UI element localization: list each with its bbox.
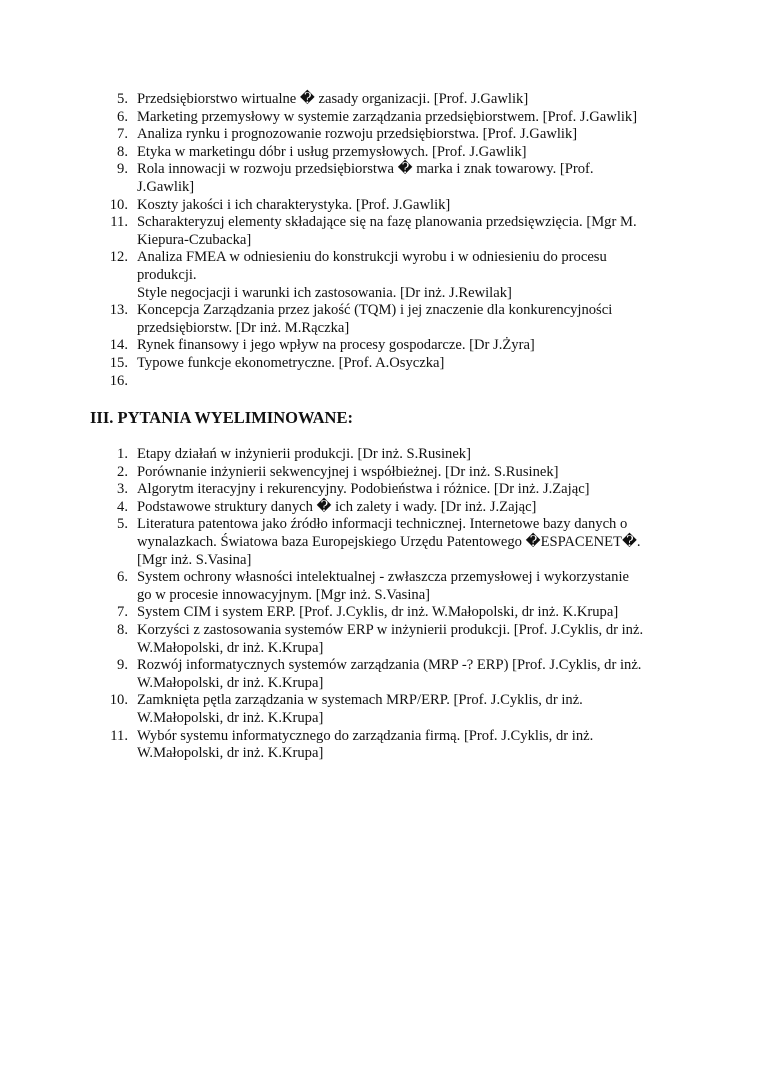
list-item-text-line: Zamknięta pętla zarządzania w systemach MRP/ERP. [Prof. J.Cyklis, dr inż.	[137, 692, 583, 709]
list-item-text-line: Analiza rynku i prognozowanie rozwoju przedsiębiorstwa. [Prof. J.Gawlik]	[137, 126, 578, 143]
list-item-number: 11.	[110, 727, 128, 744]
list-item-text-line: wynalazkach. Światowa baza Europejskiego Urzędu Patentowego �ESPACENET�.	[137, 533, 641, 550]
list-item-number: 10.	[109, 196, 128, 213]
list-item-text-line: System ochrony własności intelektualnej - zwłaszcza przemysłowej i wykorzystanie	[137, 569, 629, 586]
list-item-number: 7.	[117, 126, 128, 143]
list-item	[0, 692, 760, 727]
list-item	[0, 144, 760, 162]
list-item-text-line: J.Gawlik]	[137, 178, 195, 195]
list-item-text-line: [Mgr inż. S.Vasina]	[137, 551, 252, 568]
list-item-text-line: System CIM i system ERP. [Prof. J.Cyklis, dr inż. W.Małopolski, dr inż. K.Krupa]	[137, 604, 619, 621]
list-item	[0, 657, 760, 692]
list-item-number: 3.	[117, 481, 128, 498]
list-item-number: 5.	[117, 91, 128, 107]
list-item	[0, 91, 760, 109]
list-item-number: 5.	[117, 516, 128, 533]
list-item-text-line: Algorytm iteracyjny i rekurencyjny. Podobieństwa i różnice. [Dr inż. J.Zając]	[137, 481, 590, 498]
list-item-number: 9.	[117, 657, 128, 674]
eliminated-questions-list	[0, 446, 760, 763]
list-item	[0, 622, 760, 657]
list-item	[0, 481, 760, 499]
list-item	[0, 569, 760, 604]
list-item	[0, 109, 760, 127]
list-item-text-line: go w procesie innowacyjnym. [Mgr inż. S.Vasina]	[137, 586, 431, 603]
list-item-number: 15.	[109, 354, 128, 371]
list-item	[0, 197, 760, 215]
list-item-number: 14.	[109, 337, 128, 354]
list-item	[0, 355, 760, 373]
list-item-text-line: Literatura patentowa jako źródło informacji technicznej. Internetowe bazy danych o	[137, 516, 628, 533]
list-item	[0, 249, 760, 302]
list-item	[0, 464, 760, 482]
list-item	[0, 161, 760, 196]
list-item-text-line: Typowe funkcje ekonometryczne. [Prof. A.Osyczka]	[137, 354, 445, 371]
list-item-text-line: Marketing przemysłowy w systemie zarządzania przedsiębiorstwem. [Prof. J.Gawlik]	[137, 108, 638, 125]
list-item-number: 7.	[117, 604, 128, 621]
list-item-number: 4.	[117, 498, 128, 515]
list-item	[0, 373, 760, 391]
list-item-text-line	[137, 373, 680, 391]
list-item-text-line: Analiza FMEA w odniesieniu do konstrukcji wyrobu i w odniesieniu do procesu	[137, 249, 607, 266]
list-item-number: 13.	[109, 302, 128, 319]
list-item-text-line: W.Małopolski, dr inż. K.Krupa]	[137, 745, 324, 762]
list-item-number: 12.	[109, 249, 128, 266]
list-item-number: 6.	[117, 569, 128, 586]
list-item-number: 6.	[117, 108, 128, 125]
list-item-number: 8.	[117, 143, 128, 160]
list-item-text-line: Scharakteryzuj elementy składające się na fazę planowania przedsięwzięcia. [Mgr M.	[137, 214, 637, 231]
list-item-text-line: Rynek finansowy i jego wpływ na procesy gospodarcze. [Dr J.Żyra]	[137, 337, 535, 354]
list-item-number: 8.	[117, 621, 128, 638]
list-item-text-line: Podstawowe struktury danych � ich zalety i wady. [Dr inż. J.Zając]	[137, 498, 537, 515]
list-item	[0, 214, 760, 249]
list-item-text-line: Koncepcja Zarządzania przez jakość (TQM) i jej znaczenie dla konkurencyjności	[137, 302, 613, 319]
list-item-text-line: Przedsiębiorstwo wirtualne � zasady organizacji. [Prof. J.Gawlik]	[137, 91, 529, 107]
list-item-text-line: Porównanie inżynierii sekwencyjnej i współbieżnej. [Dr inż. S.Rusinek]	[137, 463, 559, 480]
list-item-number: 2.	[117, 463, 128, 480]
list-item	[0, 499, 760, 517]
list-item-text-line: W.Małopolski, dr inż. K.Krupa]	[137, 674, 324, 691]
list-item-text-line: Korzyści z zastosowania systemów ERP w inżynierii produkcji. [Prof. J.Cyklis, dr inż.	[137, 621, 644, 638]
list-item	[0, 126, 760, 144]
list-item-text-line: W.Małopolski, dr inż. K.Krupa]	[137, 639, 324, 656]
list-item-number: 11.	[110, 214, 128, 231]
list-item-text-line: Rola innowacji w rozwoju przedsiębiorstwa � marka i znak towarowy. [Prof.	[137, 161, 594, 178]
list-item	[0, 337, 760, 355]
list-item-text-line: W.Małopolski, dr inż. K.Krupa]	[137, 709, 324, 726]
list-item	[0, 516, 760, 569]
list-item-text-line: Etyka w marketingu dóbr i usług przemysłowych. [Prof. J.Gawlik]	[137, 143, 527, 160]
list-item	[0, 604, 760, 622]
list-item	[0, 302, 760, 337]
list-item-text-line: Kiepura-Czubacka]	[137, 231, 252, 248]
list-item-number: 1.	[117, 446, 128, 462]
list-item-number: 16.	[109, 372, 128, 389]
list-item-text-line: Style negocjacji i warunki ich zastosowania. [Dr inż. J.Rewilak]	[137, 284, 512, 301]
list-item-number: 10.	[109, 692, 128, 709]
section-heading-eliminated: III. PYTANIA WYELIMINOWANE:	[90, 408, 353, 427]
list-item-text-line: Koszty jakości i ich charakterystyka. [Prof. J.Gawlik]	[137, 196, 451, 213]
list-item-number: 9.	[117, 161, 128, 178]
questions-list-continued	[0, 91, 760, 390]
list-item-text-line: Wybór systemu informatycznego do zarządzania firmą. [Prof. J.Cyklis, dr inż.	[137, 727, 594, 744]
list-item-text-line: Etapy działań w inżynierii produkcji. [Dr inż. S.Rusinek]	[137, 446, 471, 462]
list-item-text-line: Rozwój informatycznych systemów zarządzania (MRP -? ERP) [Prof. J.Cyklis, dr inż.	[137, 657, 642, 674]
list-item-text-line: przedsiębiorstw. [Dr inż. M.Rączka]	[137, 319, 350, 336]
list-item-text-line: produkcji.	[137, 266, 197, 283]
list-item	[0, 446, 760, 464]
list-item	[0, 728, 760, 763]
